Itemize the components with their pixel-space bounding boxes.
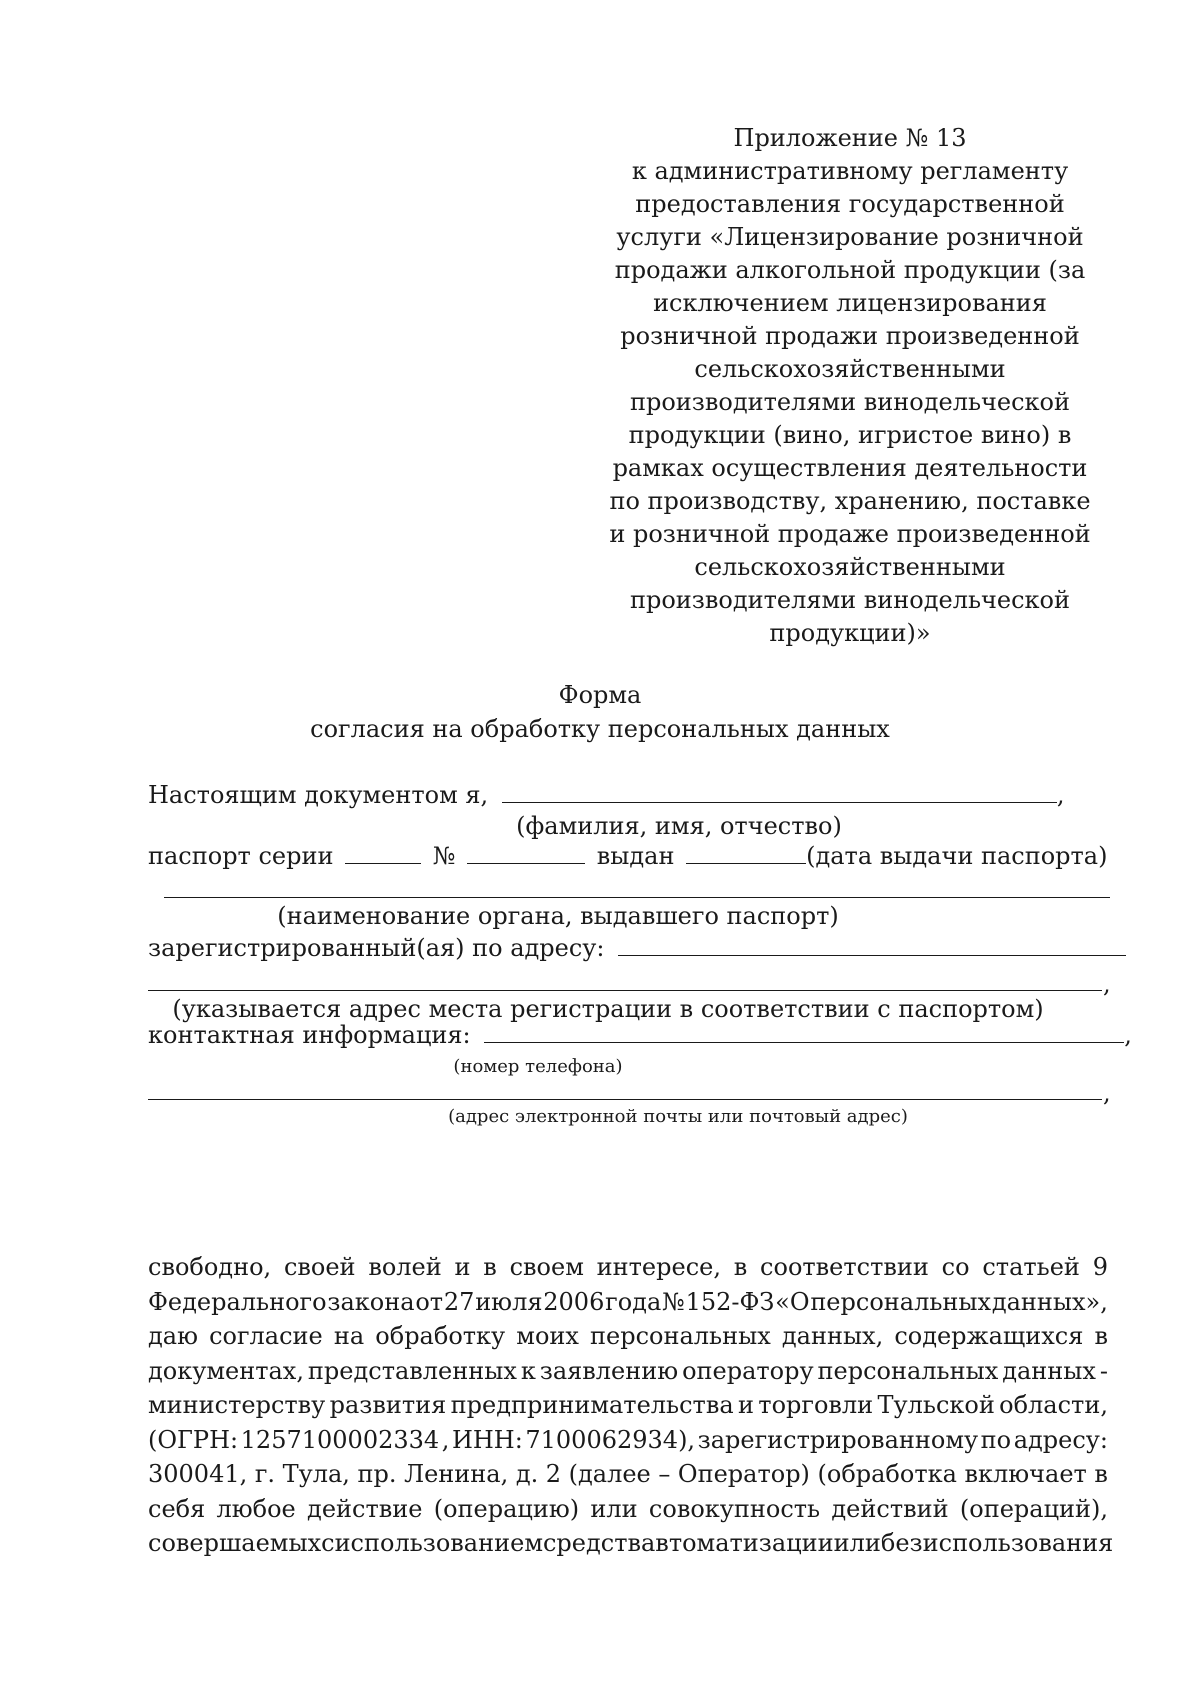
passport-row: [148, 841, 1110, 871]
body-word: в: [1094, 1322, 1108, 1350]
address-caption: (указывается адрес места регистрации в соответствии с паспортом): [172, 995, 1044, 1023]
email-comma: ,: [1103, 1079, 1111, 1107]
body-word: соответствии: [760, 1253, 929, 1281]
body-word: пр.: [357, 1460, 397, 1488]
appendix-line: производителями винодельческой: [630, 388, 1070, 416]
body-word: –: [658, 1460, 671, 1488]
contact-label: контактная информация:: [148, 1021, 471, 1049]
body-word: персональных: [810, 1287, 992, 1316]
body-line: [148, 1285, 1108, 1320]
registered-label: зарегистрированный(ая) по адресу:: [148, 934, 605, 962]
body-word: в: [1094, 1460, 1108, 1488]
appendix-line: рамках осуществления деятельности: [612, 454, 1088, 482]
body-word: 7100062934),: [525, 1425, 696, 1454]
body-line: [148, 1388, 1108, 1423]
body-word: своей: [283, 1253, 356, 1281]
body-word: совокупность: [648, 1494, 821, 1523]
registered-row: [148, 933, 1110, 963]
appendix-line: и розничной продаже произведенной: [609, 520, 1091, 548]
fio-label: Настоящим документом я,: [148, 781, 489, 809]
body-word: -: [1099, 1356, 1108, 1385]
body-word: документах,: [148, 1356, 304, 1385]
body-line: [148, 1526, 1114, 1561]
body-line: [148, 1319, 1108, 1354]
body-word: области,: [999, 1391, 1108, 1419]
body-word: (операцию): [433, 1494, 580, 1523]
body-word: Оператор): [677, 1460, 810, 1488]
form-title-line1: Форма: [558, 681, 642, 709]
body-word: волей: [368, 1253, 442, 1281]
body-word: с: [321, 1529, 335, 1557]
appendix-line: производителями винодельческой: [630, 586, 1070, 614]
body-word: 27: [443, 1287, 475, 1316]
body-word: включает: [964, 1460, 1087, 1488]
body-line: [148, 1423, 1108, 1458]
body-word: без: [880, 1529, 923, 1557]
body-word: действие: [307, 1494, 423, 1523]
body-line: [148, 1250, 1108, 1285]
body-word: г.: [254, 1460, 276, 1488]
appendix-line: предоставления государственной: [635, 190, 1065, 218]
appendix-header: [600, 122, 1100, 650]
body-word: персональных: [590, 1322, 771, 1350]
body-line: [148, 1492, 1108, 1527]
issue-date-line[interactable]: [686, 843, 806, 864]
body-word: (операций),: [959, 1494, 1108, 1523]
appendix-line: Приложение № 13: [733, 124, 967, 152]
body-word: персональных: [817, 1356, 999, 1385]
body-word: июля: [475, 1287, 543, 1316]
body-word: моих: [516, 1322, 579, 1350]
body-word: использованием: [334, 1529, 543, 1557]
form-title-line2: согласия на обработку персональных данных: [310, 715, 890, 743]
appendix-line: услуги «Лицензирование розничной: [616, 223, 1084, 251]
body-word: средств: [542, 1529, 641, 1557]
fio-caption: (фамилия, имя, отчество): [516, 812, 842, 840]
fio-row: [148, 780, 1110, 810]
body-word: закона: [327, 1287, 415, 1316]
body-word: Тула,: [282, 1460, 350, 1488]
passport-series-label: паспорт серии: [148, 842, 334, 870]
appendix-line: по производству, хранению, поставке: [609, 487, 1091, 515]
body-word: данных,: [781, 1322, 884, 1350]
body-word: Ленина,: [404, 1460, 509, 1488]
body-word: 2006: [543, 1287, 605, 1316]
appendix-line: продукции)»: [769, 619, 931, 647]
body-word: представленных: [307, 1356, 517, 1385]
body-word: от: [415, 1287, 444, 1316]
passport-number-label: №: [432, 842, 456, 870]
body-word: в: [733, 1253, 748, 1281]
registered-line[interactable]: [618, 935, 1126, 956]
body-word: со: [941, 1253, 970, 1281]
appendix-line: продажи алкогольной продукции (за: [614, 256, 1086, 284]
body-word: года: [605, 1287, 662, 1316]
issued-label: выдан: [596, 842, 675, 870]
appendix-line: сельскохозяйственными: [694, 553, 1006, 581]
body-word: ИНН:: [451, 1425, 523, 1454]
body-word: интересе,: [596, 1253, 721, 1281]
body-word: или: [590, 1494, 638, 1523]
body-word: «О: [775, 1287, 810, 1316]
body-word: д.: [515, 1460, 539, 1488]
contact-comma: ,: [1124, 1021, 1132, 1049]
appendix-line: продукции (вино, игристое вино) в: [628, 421, 1072, 449]
body-word: (далее: [568, 1460, 651, 1488]
body-word: 9: [1092, 1253, 1108, 1281]
body-line: [148, 1457, 1108, 1492]
body-word: №: [662, 1287, 685, 1316]
body-word: министерству: [148, 1391, 326, 1419]
body-word: себя: [148, 1494, 206, 1523]
email-caption: (адрес электронной почты или почтовый адрес): [448, 1106, 908, 1127]
body-word: и: [454, 1253, 471, 1281]
body-word: Тульской: [877, 1391, 995, 1419]
address-comma: ,: [1103, 970, 1111, 998]
body-word: содержащихся: [894, 1322, 1084, 1350]
contact-row: [148, 1020, 1132, 1050]
body-word: в: [483, 1253, 497, 1281]
appendix-line: розничной продажи произведенной: [620, 322, 1080, 350]
body-word: данных»,: [991, 1287, 1108, 1316]
body-word: 2: [545, 1460, 562, 1488]
body-word: 300041,: [148, 1460, 248, 1488]
body-word: согласие: [209, 1322, 323, 1350]
appendix-line: исключением лицензирования: [653, 289, 1047, 317]
body-word: совершаемых: [148, 1529, 322, 1557]
fio-comma: ,: [1056, 781, 1065, 809]
body-word: ,: [441, 1425, 450, 1454]
address-line[interactable]: [148, 989, 1102, 991]
body-word: на: [333, 1322, 365, 1350]
email-line[interactable]: [148, 1098, 1102, 1100]
form-title: [0, 678, 1200, 746]
phone-caption: (номер телефона): [453, 1056, 623, 1077]
contact-line[interactable]: [484, 1022, 1124, 1043]
body-word: (ОГРН:: [148, 1425, 239, 1454]
consent-body: [148, 1250, 1114, 1561]
appendix-line: к административному регламенту: [631, 157, 1069, 185]
body-word: использования: [922, 1529, 1114, 1557]
body-word: (обработка: [817, 1460, 957, 1488]
authority-caption: (наименование органа, выдавшего паспорт): [277, 902, 839, 930]
body-word: или: [833, 1529, 881, 1557]
body-word: зарегистрированному: [697, 1425, 979, 1454]
body-word: действий: [831, 1494, 949, 1523]
fio-line[interactable]: [502, 782, 1057, 803]
body-line: [148, 1354, 1108, 1389]
body-word: 1257100002334: [240, 1425, 440, 1454]
body-word: торговли: [758, 1391, 874, 1419]
body-word: автоматизации: [641, 1529, 834, 1557]
body-word: оператору: [682, 1356, 814, 1385]
body-word: любое: [216, 1494, 296, 1523]
body-word: по: [980, 1425, 1012, 1454]
body-word: своем: [509, 1253, 584, 1281]
body-word: 152-ФЗ: [685, 1287, 775, 1316]
appendix-line: сельскохозяйственными: [694, 355, 1006, 383]
body-word: Федерального: [148, 1287, 327, 1316]
body-word: заявлению: [539, 1356, 679, 1385]
body-word: статьей: [982, 1253, 1080, 1281]
passport-number-line[interactable]: [467, 843, 585, 864]
body-word: и: [737, 1391, 754, 1419]
body-word: свободно,: [148, 1253, 272, 1281]
body-word: данных: [1002, 1356, 1096, 1385]
body-word: даю: [148, 1322, 198, 1350]
body-word: развития: [329, 1391, 447, 1419]
body-word: предпринимательства: [450, 1391, 734, 1419]
authority-line[interactable]: [164, 896, 1110, 898]
body-word: к: [520, 1356, 536, 1385]
passport-series-line[interactable]: [345, 843, 421, 864]
issue-date-caption: (дата выдачи паспорта): [806, 842, 1108, 870]
body-word: адресу:: [1013, 1425, 1108, 1454]
body-word: обработку: [375, 1322, 506, 1350]
